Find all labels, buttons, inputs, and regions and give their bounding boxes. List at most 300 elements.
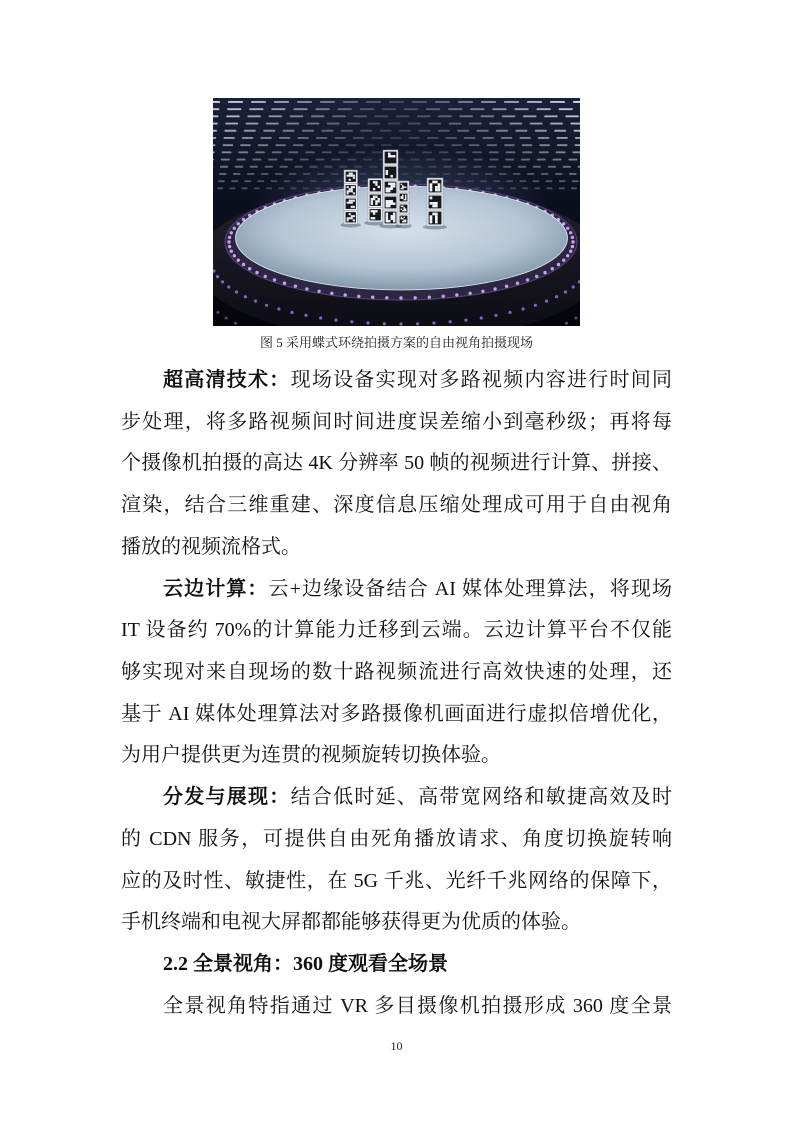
marker-cube [383, 180, 398, 195]
led-light-bar [418, 130, 430, 132]
ring-light [304, 314, 307, 317]
led-light-bar [250, 166, 258, 168]
led-light-bar [544, 115, 558, 117]
led-light-bar [242, 187, 248, 189]
ring-light [557, 263, 560, 266]
marker-cell [351, 217, 353, 219]
text-line [121, 360, 672, 402]
marker-cell [371, 198, 373, 200]
marker-cell [391, 188, 393, 190]
led-light-bar [251, 101, 266, 103]
marker-cell [401, 196, 402, 197]
led-light-bar [224, 137, 235, 139]
led-light-bar [220, 166, 228, 168]
marker-cell [373, 217, 375, 219]
marker-cube [427, 210, 443, 226]
marker-cell [402, 206, 403, 207]
marker-cell [353, 175, 355, 177]
ring-light [399, 322, 402, 325]
marker-cell [347, 192, 349, 194]
led-light-bar [266, 123, 279, 125]
ring-light [566, 227, 569, 230]
marker-cell [373, 196, 375, 198]
marker-cell [375, 181, 377, 183]
led-light-bar [489, 123, 502, 125]
ring-light [526, 278, 529, 281]
marker-cell [432, 205, 435, 208]
marker-cell [371, 210, 373, 212]
marker-cell [405, 195, 406, 196]
ring-light [317, 290, 320, 293]
led-light-bar [546, 180, 553, 182]
ring-light [555, 295, 558, 298]
marker-cell [432, 202, 435, 205]
marker-cell [438, 189, 441, 192]
text-line [121, 443, 672, 485]
marker-cell [373, 210, 375, 212]
figure-caption: 图 5 采用蝶式环绕拍摄方案的自由视角拍摄现场 [259, 335, 533, 350]
ring-light [432, 321, 435, 324]
led-light-bar [247, 173, 255, 175]
marker-cell [388, 153, 390, 155]
ring-light [237, 259, 240, 262]
ring-light [494, 314, 497, 317]
ring-light [290, 311, 293, 314]
ring-light [481, 290, 484, 293]
ring-light [571, 245, 574, 248]
marker-cell [405, 199, 406, 200]
led-light-bar [530, 123, 543, 125]
text-line [121, 986, 672, 1028]
led-light-bar [404, 108, 418, 110]
marker-cube [398, 192, 409, 203]
led-light-bar [353, 137, 364, 139]
led-light-bar [409, 137, 420, 139]
led-light-bar [518, 166, 526, 168]
marker-cell [349, 200, 351, 202]
marker-cell [405, 221, 406, 222]
led-light-bar [523, 115, 537, 117]
marker-cell [351, 215, 353, 217]
led-light-bar [275, 144, 286, 146]
marker-cell [386, 190, 388, 192]
marker-cell [404, 210, 405, 211]
led-light-bar [269, 115, 283, 117]
marker-cell [402, 185, 403, 186]
ring-light [237, 222, 240, 225]
marker-cell [386, 213, 388, 215]
marker-cell [388, 205, 390, 207]
led-light-bar [293, 108, 307, 110]
led-light-bar [538, 137, 549, 139]
led-light-bar [258, 144, 269, 146]
marker-cell [375, 183, 377, 185]
line-text: 云+边缘设备结合 AI 媒体处理算法，将现场 [268, 577, 672, 600]
line-text: 步处理，将多路视频间时间进度误差缩小到毫秒级；再将每 [121, 410, 672, 433]
led-light-bar [535, 130, 547, 132]
marker-cell [388, 200, 390, 202]
line-text: 渲染，结合三维重建、深度信息压缩处理成可用于自由视角 [121, 494, 672, 517]
led-light-bar [489, 159, 498, 161]
marker-cell [391, 155, 393, 157]
ring-light [545, 300, 548, 303]
led-light-bar [514, 108, 528, 110]
marker-cell [347, 186, 349, 188]
marker-cube [344, 211, 358, 225]
marker-cell [435, 189, 438, 192]
led-light-bar [227, 108, 241, 110]
marker-cell [388, 188, 390, 190]
led-light-bar [496, 130, 508, 132]
marker-cell [404, 199, 405, 200]
paragraph-lead: 分发与展现： [163, 786, 291, 809]
led-light-bar [446, 137, 457, 139]
marker-cell [386, 205, 388, 207]
ring-light [442, 295, 445, 298]
led-light-bar [472, 151, 482, 153]
led-light-bar [268, 159, 277, 161]
marker-cell [430, 215, 433, 218]
led-light-bar [568, 159, 577, 161]
ring-light [216, 275, 219, 278]
marker-cell [373, 198, 375, 200]
marker-cell [401, 198, 402, 199]
marker-cell [371, 200, 373, 202]
marker-cell [378, 186, 380, 188]
marker-cell [349, 217, 351, 219]
marker-cell [438, 186, 441, 189]
marker-cell [353, 206, 355, 208]
ring-light [233, 227, 236, 230]
led-light-bar [501, 137, 512, 139]
marker-cell [402, 188, 403, 189]
marker-cell [386, 203, 388, 205]
marker-cell [432, 213, 435, 216]
marker-cell [438, 183, 441, 186]
led-light-bar [574, 130, 580, 132]
marker-cell [391, 218, 393, 220]
marker-cell [404, 209, 405, 210]
led-light-bar [372, 137, 383, 139]
led-light-bar [233, 173, 241, 175]
line-text: 够实现对来自现场的数十路视频流进行高效快速的处理，还 [121, 661, 672, 684]
ring-light [244, 295, 247, 298]
led-light-bar [555, 173, 563, 175]
led-light-bar [242, 137, 253, 139]
text-line [121, 735, 672, 777]
led-light-bar [279, 137, 290, 139]
ring-light [233, 254, 236, 257]
led-light-bar [572, 151, 580, 153]
ring-light [248, 267, 251, 270]
led-light-bar [271, 108, 285, 110]
line-text: 结合低时延、高带宽网络和敏捷高效及时 [290, 786, 673, 809]
led-light-bar [502, 115, 516, 117]
marker-cell [353, 215, 355, 217]
led-light-bar [504, 144, 515, 146]
line-text: 的 CDN 服务，可提供自由死角播放请求、角度切换旋转响 [121, 827, 672, 850]
marker-cube [398, 203, 409, 214]
ring-light [227, 285, 230, 288]
marker-cell [393, 220, 395, 222]
led-light-bar [213, 108, 219, 110]
marker-cube [383, 195, 398, 210]
led-light-bar [240, 144, 251, 146]
led-light-bar [548, 166, 556, 168]
marker-cell [388, 190, 390, 192]
led-light-bar [550, 123, 563, 125]
led-light-bar [237, 159, 246, 161]
marker-cell [402, 196, 403, 197]
led-light-bar [229, 187, 235, 189]
marker-cell [435, 186, 438, 189]
led-light-bar [470, 108, 484, 110]
marker-cube [383, 210, 398, 225]
marker-cube [344, 170, 358, 184]
ring-light [234, 322, 237, 325]
marker-cell [391, 185, 393, 187]
marker-cell [430, 221, 433, 224]
ring-light [562, 259, 565, 262]
marker-cell [378, 198, 380, 200]
led-light-bar [571, 187, 577, 189]
marker-cell [432, 181, 435, 184]
led-light-bar [464, 137, 475, 139]
marker-cell [349, 188, 351, 190]
led-light-bar [223, 144, 234, 146]
marker-cell [351, 206, 353, 208]
led-light-bar [459, 115, 473, 117]
marker-cell [349, 202, 351, 204]
ring-light [414, 296, 417, 299]
led-light-bar [449, 123, 462, 125]
paragraph-distribution [121, 777, 672, 944]
ring-light [455, 293, 458, 296]
led-light-bar [399, 130, 411, 132]
led-light-bar [565, 115, 579, 117]
led-light-bar [347, 123, 360, 125]
marker-cell [405, 209, 406, 210]
led-light-bar [338, 108, 352, 110]
marker-cell [388, 155, 390, 157]
led-light-bar [217, 187, 223, 189]
led-light-bar [316, 108, 330, 110]
led-light-bar [539, 144, 550, 146]
marker-cell [351, 175, 353, 177]
marker-cell [391, 200, 393, 202]
led-light-bar [322, 151, 332, 153]
marker-cell [347, 175, 349, 177]
led-light-bar [408, 123, 421, 125]
led-light-bar [481, 115, 495, 117]
led-light-bar [438, 115, 452, 117]
ring-light [254, 300, 257, 303]
marker-cell [393, 218, 395, 220]
marker-cell [386, 173, 388, 175]
led-light-bar [412, 101, 427, 103]
marker-cube [427, 178, 443, 194]
marker-cell [351, 190, 353, 192]
led-light-bar [417, 115, 431, 117]
text-line [121, 902, 672, 944]
led-light-bar [307, 123, 320, 125]
marker-cell [404, 207, 405, 208]
marker-cell [402, 187, 403, 188]
led-light-bar [381, 144, 392, 146]
led-light-bar [213, 151, 215, 153]
marker-cell [405, 187, 406, 188]
marker-cell [404, 187, 405, 188]
ring-light [228, 245, 231, 248]
ring-light [416, 322, 419, 325]
led-light-bar [559, 108, 573, 110]
ring-light [551, 267, 554, 270]
led-light-bar [341, 130, 353, 132]
marker-cell [430, 202, 433, 205]
text-line [121, 861, 672, 903]
led-light-bar [438, 130, 450, 132]
marker-cell [349, 175, 351, 177]
ring-light [264, 275, 267, 278]
marker-cell [393, 215, 395, 217]
led-light-bar [213, 144, 216, 146]
marker-cell [435, 221, 438, 224]
ring-light [228, 236, 231, 239]
ring-light [535, 275, 538, 278]
led-light-bar [382, 108, 396, 110]
line-text: IT 设备约 70%的计算能力迁移到云端。云边计算平台不仅能 [121, 619, 672, 642]
led-light-bar [222, 151, 232, 153]
ring-light [350, 320, 353, 323]
led-light-bar [283, 130, 295, 132]
led-light-bar [578, 166, 581, 168]
ring-light [273, 278, 276, 281]
led-light-bar [218, 180, 225, 182]
led-light-bar [238, 151, 248, 153]
marker-cell [393, 155, 395, 157]
marker-cell [402, 195, 403, 196]
text-line [121, 694, 672, 736]
led-light-bar [527, 173, 535, 175]
ring-light [464, 319, 467, 322]
ring-light [516, 282, 519, 285]
marker-cube [344, 197, 358, 211]
paragraph-ultra-hd [121, 360, 672, 569]
marker-cube [344, 184, 358, 198]
ring-light [305, 287, 308, 290]
led-light-bar [522, 151, 532, 153]
led-light-bar [298, 137, 309, 139]
marker-cell [402, 221, 403, 222]
led-light-bar [247, 115, 261, 117]
marker-cell [388, 183, 390, 185]
marker-cell [386, 218, 388, 220]
led-light-bar [221, 159, 230, 161]
figure-photo [213, 98, 580, 326]
led-light-bar [252, 159, 261, 161]
led-light-bar [569, 173, 577, 175]
led-light-bar [213, 130, 217, 132]
ring-light [216, 311, 219, 314]
led-light-bar [293, 144, 304, 146]
led-light-bar [521, 159, 530, 161]
led-light-bar [489, 151, 499, 153]
marker-cell [393, 185, 395, 187]
led-light-bar [213, 137, 216, 139]
marker-cube [427, 194, 443, 210]
ring-light [242, 263, 245, 266]
marker-cell [353, 192, 355, 194]
ring-light [534, 304, 537, 307]
marker-cell [349, 190, 351, 192]
text-line [121, 652, 672, 694]
led-light-bar [263, 130, 275, 132]
led-light-bar [537, 159, 546, 161]
led-light-bar [448, 108, 462, 110]
led-light-bar [575, 137, 580, 139]
led-light-bar [559, 187, 565, 189]
text-line [121, 402, 672, 444]
line-text: 个摄像机拍摄的高达 4K 分辨率 50 帧的视频进行计算、拼接、 [121, 452, 672, 475]
ring-light [564, 290, 567, 293]
led-light-bar [426, 108, 440, 110]
marker-cell [386, 215, 388, 217]
paragraph-lead: 超高清技术： [163, 369, 291, 391]
ring-light [294, 285, 297, 288]
marker-cell [430, 183, 433, 186]
marker-cell [349, 173, 351, 175]
marker-cell [435, 218, 438, 221]
marker-cube [383, 165, 398, 180]
led-light-bar [346, 144, 357, 146]
ring-light [569, 250, 572, 253]
marker-cell [349, 179, 351, 181]
marker-cell [430, 186, 433, 189]
led-light-bar [451, 144, 462, 146]
led-light-bar [469, 144, 480, 146]
ring-light [283, 282, 286, 285]
ring-light [221, 280, 224, 283]
led-light-bar [527, 101, 542, 103]
line-text: 应的及时性、敏捷性，在 5G 千兆、光纤千兆网络的保障下， [121, 869, 672, 892]
led-light-bar [573, 101, 580, 103]
led-light-bar [311, 115, 325, 117]
ring-light [383, 322, 386, 325]
marker-cell [391, 183, 393, 185]
marker-cell [435, 215, 438, 218]
led-light-bar [563, 166, 571, 168]
ring-light [543, 271, 546, 274]
led-light-bar [399, 144, 410, 146]
led-light-bar [363, 144, 374, 146]
led-light-bar [570, 123, 580, 125]
marker-cell [401, 209, 402, 210]
ring-light [572, 285, 575, 288]
text-line [121, 569, 672, 611]
marker-cell [375, 210, 377, 212]
led-light-bar [261, 137, 272, 139]
led-light-bar [246, 123, 259, 125]
text-line [121, 527, 672, 569]
marker-cell [391, 175, 393, 177]
ring-light [230, 250, 233, 253]
led-light-bar [305, 151, 315, 153]
marker-cell [373, 212, 375, 214]
marker-cell [402, 210, 403, 211]
free-viewpoint-stage-photo [213, 98, 580, 326]
marker-cell [353, 200, 355, 202]
ring-light [230, 231, 233, 234]
